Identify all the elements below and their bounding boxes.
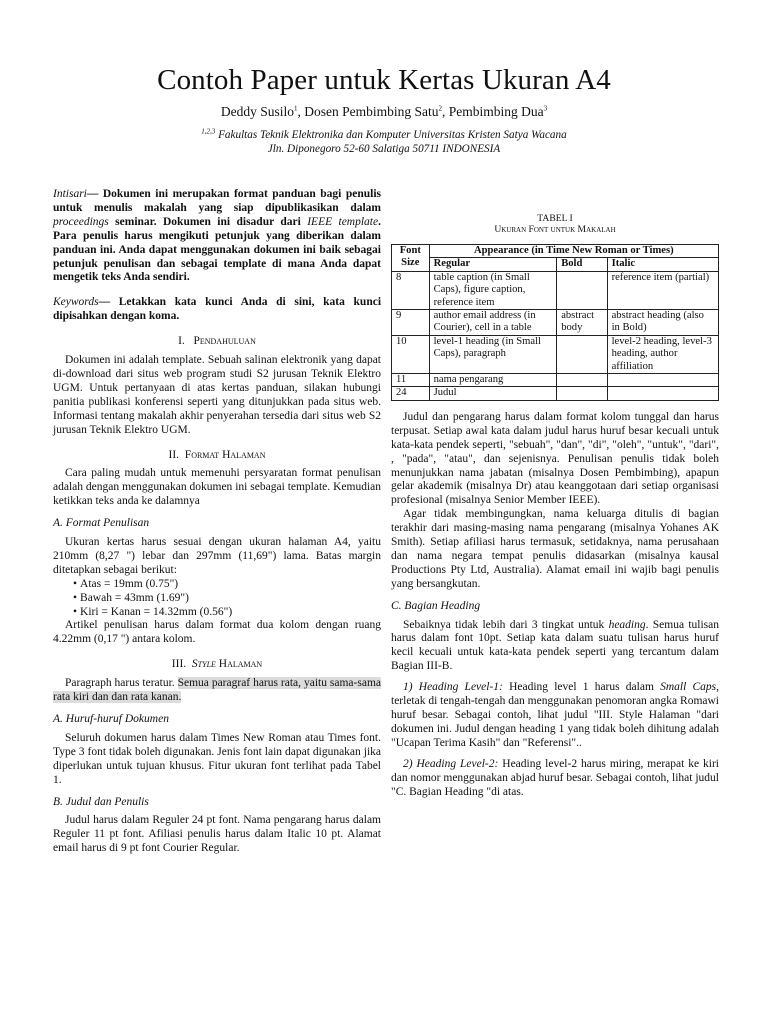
- table-header-bold: Bold: [557, 258, 607, 271]
- subsection-3b-heading: B. Judul dan Penulis: [53, 795, 149, 808]
- font-size-table: [391, 244, 719, 401]
- subsection-3a-paragraph: Seluruh dokumen harus dalam Times New Roman atau Times font. Type 3 font tidak boleh digunakan. Jenis font lain dapat digunakan jika diperlukan untuk tujuan khusus. Fitur ukuran font terlihat pada Tabel 1.: [53, 731, 381, 786]
- table-row: 10 level-1 heading (in Small Caps), paragraph level-2 heading, level-3 heading, author affiliation: [392, 335, 719, 373]
- table-header-regular: Regular: [429, 258, 557, 271]
- keywords: Keywords— Letakkan kata kunci Anda di sini, kata kunci dipisahkan dengan koma.: [53, 296, 382, 323]
- right-column: [391, 213, 719, 799]
- author-line: Deddy Susilo$^1$, Dosen Pembimbing Satu$^2$, Pembimbing Dua$^3$: [220, 104, 548, 119]
- subsection-2a-paragraph-2: Artikel penulisan harus dalam format dua kolom dengan ruang 4.22mm (0,17 ") antara kolom.: [53, 619, 381, 646]
- subsection-3c-heading: C. Bagian Heading: [391, 599, 481, 612]
- subsection-3b-paragraph: Judul harus dalam Reguler 24 pt font. Nama pengarang harus dalam Reguler 11 pt font. Afiliasi penulis harus dalam Italic 10 pt. Alamat email harus di 9 pt font Courier Regular.: [53, 814, 381, 855]
- paper-title: Contoh Paper untuk Kertas Ukuran A4: [157, 64, 611, 96]
- author-1: Deddy Susilo: [220, 104, 294, 119]
- affiliation-line-1: Fakultas Teknik Elektronika dan Komputer Universitas Kristen Satya Wacana: [215, 129, 567, 141]
- highlighted-text: Semua paragraf harus rata, yaitu sama-sama rata kiri dan dan rata kanan.: [53, 677, 381, 704]
- table-caption: Ukuran Font untuk Makalah: [494, 224, 616, 235]
- table-header-italic: Italic: [607, 258, 718, 271]
- heading-level-2-paragraph: 2) Heading Level-2: Heading level-2 harus miring, merapat ke kiri dan nomor menggunakan abjad huruf besar. Sebagai contoh, lihat judul "C. Bagian Heading "di atas.: [391, 757, 719, 798]
- subsection-2a-heading: A. Format Penulisan: [53, 517, 150, 530]
- right-paragraph-1: Judul dan pengarang harus dalam format kolom tunggal dan harus terpusat. Setiap awal kata dalam judul harus huruf besar kecuali untuk kata-kata pendek seperti, "sebuah", "dan", "di", "oleh", "untuk", "dari", , "pada", "atau", dan sejenisnya. Penulisan penulis tidak boleh menunjukkan nama jabatan (misalnya Dosen Pembimbing), apapun gelar akademik (misalnya Dr) atau keanggotaan dari setiap organisasi profesional (misalnya Senior Member IEEE).: [391, 410, 719, 507]
- table-header-appearance: Appearance (in Time New Roman or Times): [429, 245, 718, 258]
- list-item: • Bawah = 43mm (1.69"): [73, 592, 381, 606]
- affiliation-line-2: Jln. Diponegoro 52-60 Salatiga 50711 INDONESIA: [267, 143, 501, 155]
- table-row: 8 table caption (in Small Caps), figure caption, reference item reference item (partial): [392, 271, 719, 309]
- section-2-heading: II. Format Halaman: [168, 448, 266, 461]
- subsection-3a-heading: A. Huruf-huruf Dokumen: [53, 713, 169, 725]
- left-column: [53, 188, 381, 856]
- table-label: TABEL I: [537, 213, 573, 224]
- subsection-2a-paragraph: Ukuran kertas harus sesuai dengan ukuran halaman A4, yaitu 210mm (8,27 ") lebar dan 297mm (11,69") lama. Batas margin ditetapkan sebagai berikut:: [53, 536, 381, 576]
- affiliation: $^{1,2,3}$ Fakultas Teknik Elektronika dan Komputer Universitas Kristen Satya Wacana Jln. Diponegoro 52-60 Salatiga 50711 INDONESIA: [0, 128, 768, 156]
- author-2: , Dosen Pembimbing Satu: [297, 104, 439, 119]
- author-3: , Pembimbing Dua: [442, 104, 544, 119]
- table-row: 11 nama pengarang: [392, 374, 719, 387]
- margin-list: [53, 578, 381, 620]
- table-header-font-size: Font Size: [392, 245, 430, 272]
- section-2-paragraph: Cara paling mudah untuk memenuhi persyaratan format penulisan adalah dengan menggunakan dokumen ini sebagai template. Kemudian ketikkan teks anda ke dalamnya: [53, 467, 381, 508]
- section-1-heading: I. Pendahuluan: [178, 335, 256, 348]
- section-3-heading: III. Style Halaman: [171, 658, 263, 671]
- subsection-3c-paragraph: Sebaiknya tidak lebih dari 3 tingkat untuk heading. Semua tulisan harus dalam font 10pt. Setiap kata dalam suatu tulisan harus huruf kecil kecuali untuk kata-kata pendek seperti yang tercantum dalam Bagian III-B.: [391, 618, 720, 673]
- table-row: 9 author email address (in Courier), cell in a table abstract body abstract heading (also in Bold): [392, 310, 719, 336]
- section-1-paragraph: Dokumen ini adalah template. Sebuah salinan elektronik yang dapat di-download dari situs web program studi S2 jurusan Teknik Elektro UGM. Untuk pertanyaan di atas kertas panduan, silakan hubungi panitia publikasi konferensi seperti yang ditunjukkan pada situs web. Informasi tentang makalah akhir penyerahan tersedia dari situs web S2 jurusan Teknik Elektro UGM.: [53, 354, 381, 436]
- list-item: • Atas = 19mm (0.75"): [73, 578, 381, 592]
- right-paragraph-2: Agar tidak membingungkan, nama keluarga ditulis di bagian terakhir dari masing-masing nama pengarang (misalnya Yohanes AK Smith). Setiap afiliasi harus termasuk, setidaknya, nama perusahaan dan nama negara tempat penulis didasarkan (misalnya kausal Productions Pty Ltd, Australia). Alamat email ini wajib bagi penulis yang bersangkutan.: [391, 508, 719, 590]
- table-row: 24 Judul: [392, 387, 719, 400]
- abstract: Intisari— Dokumen ini merupakan format panduan bagi penulis untuk menulis makalah yang siap dipublikasikan dalam proceedings seminar. Dokumen ini disadur dari IEEE template. Para penulis harus mengikuti petunjuk yang diberikan dalam panduan ini. Anda dapat menggunakan dokumen ini baik sebagai petunjuk penulisan dan sebagai template di mana Anda dapat mengetik teks Anda sendiri.: [53, 188, 382, 284]
- list-item: • Kiri = Kanan = 14.32mm (0.56"): [73, 606, 381, 620]
- heading-level-1-paragraph: 1) Heading Level-1: Heading level 1 harus dalam Small Caps, terletak di tengah-tengah dan menggunakan penomoran angka Romawi huruf besar. Sebagai contoh, lihat judul "III. Style Halaman "dari dokumen ini. Judul dengan heading 1 yang tidak boleh dihitung adalah "Ucapan Terima Kasih" dan "Referensi"..: [391, 681, 719, 749]
- section-3-paragraph: Paragraph harus teratur. Semua paragraf harus rata, yaitu sama-sama rata kiri dan dan rata kanan.: [53, 677, 381, 704]
